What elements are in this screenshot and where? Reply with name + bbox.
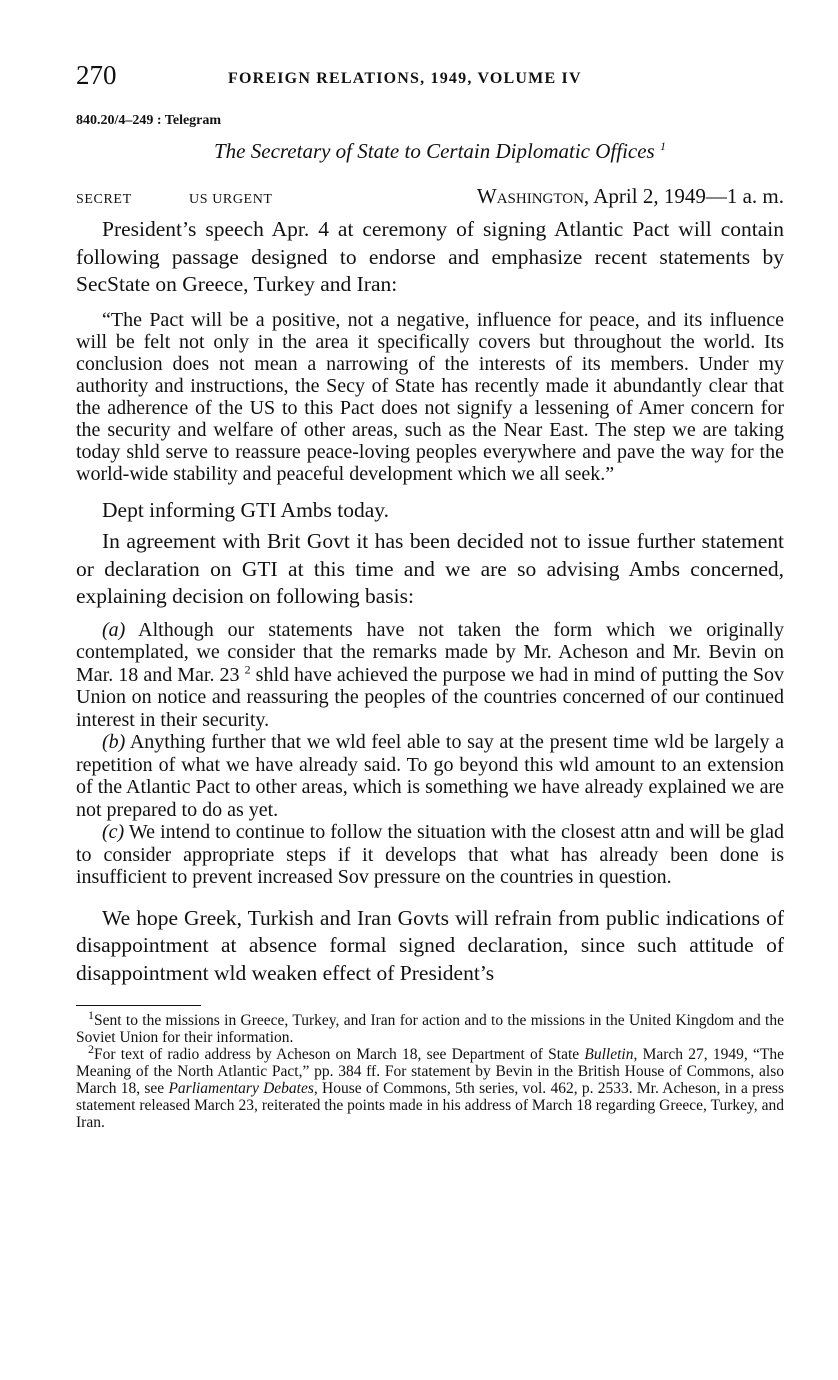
classification-label: SECRET	[76, 192, 132, 207]
quoted-passage: “The Pact will be a positive, not a negative, influence for peace, and its influence will be felt not only in the area it specifically covers but throughout the world. Its conclusion does not mean a narrowing of the interests of its members. Under my authority and instructions, the Secy of State has recently made it abundantly clear that the adherence of the US to this Pact does not signify a lessening of Amer concern for the security and welfare of other areas, such as the Near East. The step we are taking today shld serve to reassure peace-loving peoples everywhere and pave the way for the world-wide stability and peaceful development which we all seek.”	[76, 308, 784, 485]
running-head	[76, 58, 784, 98]
dateline-date: , April 2, 1949—1 a. m.	[583, 184, 784, 208]
point-b	[76, 731, 784, 821]
running-title: FOREIGN RELATIONS, 1949, VOLUME IV	[228, 70, 582, 87]
document-title	[76, 139, 784, 164]
precedence-label: US URGENT	[189, 192, 273, 207]
footnote-2-bulletin: Bulletin	[584, 1046, 634, 1063]
footnote-ref-1[interactable]: 1	[659, 139, 666, 153]
footnote-2-text-b: , March 27, 1949, “The Meaning of the North Atlantic Pact,” pp. 384 ff. For statement by Bevin in the British House of Commons, also March 18, see	[76, 1046, 784, 1097]
footnote-2-text-c: , House of Commons, 5th series, vol. 462, p. 2533. Mr. Acheson, in a press statement released March 23, reiterated the points made in his address of March 18 regarding Greece, Turkey, and Iran.	[76, 1080, 784, 1131]
document-id: 840.20/4–249 : Telegram	[76, 113, 222, 128]
point-b-label: (b)	[102, 731, 126, 753]
page-number: 270	[76, 60, 117, 90]
footnote-1-text: Sent to the missions in Greece, Turkey, and Iran for action and to the missions in the United Kingdom and the Soviet Union for their information.	[76, 1012, 784, 1046]
point-b-text: Anything further that we wld feel able to say at the present time wld be largely a repetition of what we have already said. To go beyond this wld amount to an extension of the Atlantic Pact to other areas, which is something we have already explained we are not prepared to do as yet.	[76, 731, 784, 821]
footnote-ref-2[interactable]: 2	[244, 661, 251, 676]
footnote-2-text-a: For text of radio address by Acheson on March 18, see Department of State	[94, 1046, 585, 1063]
point-c-label: (c)	[102, 821, 125, 843]
paragraph-hope: We hope Greek, Turkish and Iran Govts will refrain from public indications of disappointment at absence formal signed declaration, since such attitude of disappointment wld weaken effect of President’s	[76, 905, 784, 985]
point-c-text: We intend to continue to follow the situation with the closest attn and will be glad to consider appropriate steps if it develops that what has already been done is insufficient to prevent increased Sov pressure on the countries in question.	[76, 821, 784, 888]
document-title-text: The Secretary of State to Certain Diplomatic Offices	[214, 139, 655, 163]
paragraph-speech: President’s speech Apr. 4 at ceremony of signing Atlantic Pact will contain following passage designed to endorse and emphasize recent statements by SecState on Greece, Turkey and Iran:	[76, 217, 784, 296]
dateline	[477, 184, 784, 209]
footnote-1	[76, 1007, 784, 1046]
dateline-place: Washington	[476, 184, 584, 208]
document-page	[76, 58, 784, 1131]
paragraph-dept: Dept informing GTI Ambs today.	[102, 497, 390, 522]
paragraph-agreement: In agreement with Brit Govt it has been decided not to issue further statement or declaration on GTI at this time and we are so advising Ambs concerned, explaining decision on following basis:	[76, 529, 784, 608]
point-a-text-2: shld have achieved the purpose we had in mind of putting the Sov Union on notice and reassuring the peoples of the countries concerned of our continued interest in their security.	[76, 663, 785, 731]
footnote-2	[76, 1041, 784, 1131]
footnote-2-debates: Parliamentary Debates	[168, 1080, 314, 1097]
footnote-2-mark: 2	[88, 1041, 94, 1056]
telegram-header	[76, 182, 784, 216]
point-a-text-1: Although our statements have not taken the form which we originally contemplated, we consider that the remarks made by Mr. Acheson and Mr. Bevin on Mar. 18 and Mar. 23	[76, 618, 784, 686]
point-a	[76, 619, 784, 732]
footnote-1-mark: 1	[88, 1007, 94, 1022]
point-a-label: (a)	[102, 618, 126, 641]
footnote-divider	[76, 1005, 201, 1006]
point-c	[76, 821, 784, 889]
